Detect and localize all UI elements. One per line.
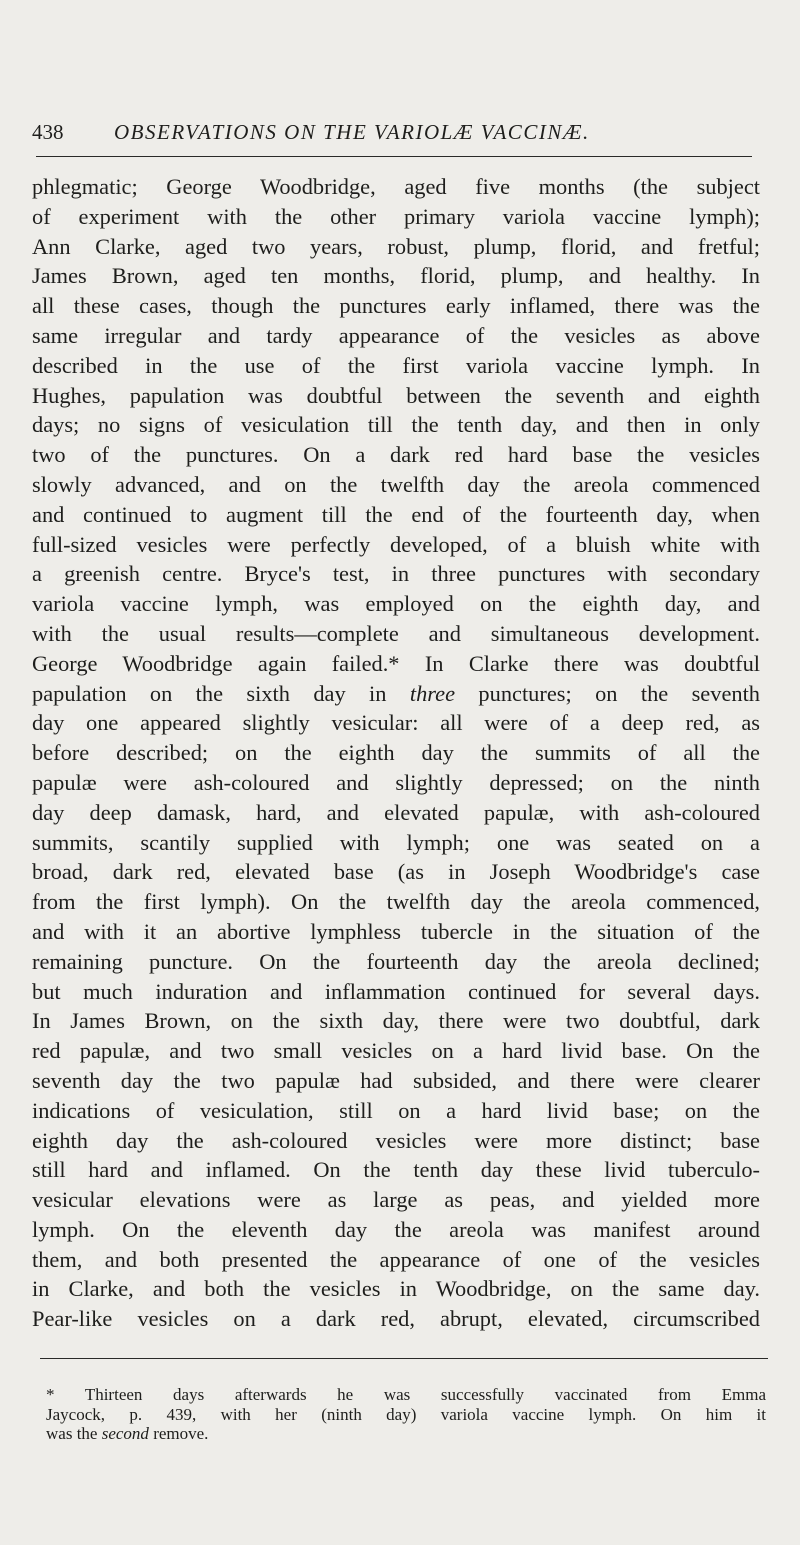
body-line: Hughes, papulation was doubtful between the seventh and eighth bbox=[32, 382, 760, 408]
body-line: described in the use of the first variola vaccine lymph. In bbox=[32, 352, 760, 378]
body-line: full-sized vesicles were perfectly developed, of a bluish white with bbox=[32, 531, 760, 557]
header-rule bbox=[36, 156, 752, 157]
body-line: two of the punctures. On a dark red hard base the vesicles bbox=[32, 442, 760, 468]
running-title: OBSERVATIONS ON THE VARIOLÆ VACCINÆ. bbox=[114, 120, 590, 144]
footnote-line: was the second remove. bbox=[46, 1424, 209, 1443]
body-line: lymph. On the eleventh day the areola was manifest around bbox=[32, 1216, 760, 1242]
body-line: Pear-like vesicles on a dark red, abrupt, elevated, circumscribed bbox=[32, 1306, 760, 1332]
page-header bbox=[32, 118, 762, 146]
body-line: papulation on the sixth day in three punctures; on the seventh bbox=[32, 680, 760, 706]
footnote-rule bbox=[40, 1358, 768, 1359]
body-line: papulæ were ash-coloured and slightly depressed; on the ninth bbox=[32, 769, 760, 795]
body-line: them, and both presented the appearance of one of the vesicles bbox=[32, 1246, 760, 1272]
body-line: in Clarke, and both the vesicles in Woodbridge, on the same day. bbox=[32, 1276, 760, 1302]
body-line: vesicular elevations were as large as peas, and yielded more bbox=[32, 1187, 760, 1213]
footnote bbox=[46, 1385, 766, 1444]
body-line: variola vaccine lymph, was employed on the eighth day, and bbox=[32, 591, 760, 617]
body-line: all these cases, though the punctures early inflamed, there was the bbox=[32, 293, 760, 319]
body-line: with the usual results—complete and simultaneous development. bbox=[32, 620, 760, 646]
page-number: 438 bbox=[32, 120, 64, 144]
body-line: seventh day the two papulæ had subsided, and there were clearer bbox=[32, 1067, 760, 1093]
body-line: summits, scantily supplied with lymph; one was seated on a bbox=[32, 829, 760, 855]
body-line: days; no signs of vesiculation till the tenth day, and then in only bbox=[32, 412, 760, 438]
body-line: George Woodbridge again failed.* In Clarke there was doubtful bbox=[32, 650, 760, 676]
body-line: In James Brown, on the sixth day, there were two doubtful, dark bbox=[32, 1008, 760, 1034]
body-line: but much induration and inflammation continued for several days. bbox=[32, 978, 760, 1004]
italic-word: second bbox=[101, 1424, 149, 1443]
body-line: still hard and inflamed. On the tenth day these livid tuberculo- bbox=[32, 1157, 760, 1183]
body-line: before described; on the eighth day the summits of all the bbox=[32, 740, 760, 766]
footnote-line: Jaycock, p. 439, with her (ninth day) variola vaccine lymph. On him it bbox=[46, 1404, 766, 1424]
italic-word: three bbox=[409, 680, 456, 706]
body-line: broad, dark red, elevated base (as in Joseph Woodbridge's case bbox=[32, 859, 760, 885]
body-line: same irregular and tardy appearance of the vesicles as above bbox=[32, 322, 760, 348]
body-text bbox=[32, 172, 760, 1334]
body-line: indications of vesiculation, still on a hard livid base; on the bbox=[32, 1097, 760, 1123]
body-line: slowly advanced, and on the twelfth day the areola commenced bbox=[32, 471, 760, 497]
body-line: James Brown, aged ten months, florid, plump, and healthy. In bbox=[32, 263, 760, 289]
body-line: phlegmatic; George Woodbridge, aged five months (the subject bbox=[32, 174, 760, 199]
body-line: day one appeared slightly vesicular: all were of a deep red, as bbox=[32, 710, 760, 736]
body-line: Ann Clarke, aged two years, robust, plump, florid, and fretful; bbox=[32, 233, 760, 259]
footnote-line: * Thirteen days afterwards he was successfully vaccinated from Emma bbox=[46, 1385, 766, 1404]
body-line: a greenish centre. Bryce's test, in three punctures with secondary bbox=[32, 561, 760, 587]
body-line: from the first lymph). On the twelfth day the areola commenced, bbox=[32, 889, 760, 915]
body-line: day deep damask, hard, and elevated papulæ, with ash-coloured bbox=[32, 799, 760, 825]
body-line: remaining puncture. On the fourteenth day the areola declined; bbox=[32, 948, 760, 974]
body-line: and continued to augment till the end of the fourteenth day, when bbox=[32, 501, 760, 527]
body-line: red papulæ, and two small vesicles on a hard livid base. On the bbox=[32, 1038, 760, 1064]
body-line: and with it an abortive lymphless tubercle in the situation of the bbox=[32, 918, 760, 944]
body-line: of experiment with the other primary variola vaccine lymph); bbox=[32, 203, 760, 229]
body-line: eighth day the ash-coloured vesicles were more distinct; base bbox=[32, 1127, 760, 1153]
